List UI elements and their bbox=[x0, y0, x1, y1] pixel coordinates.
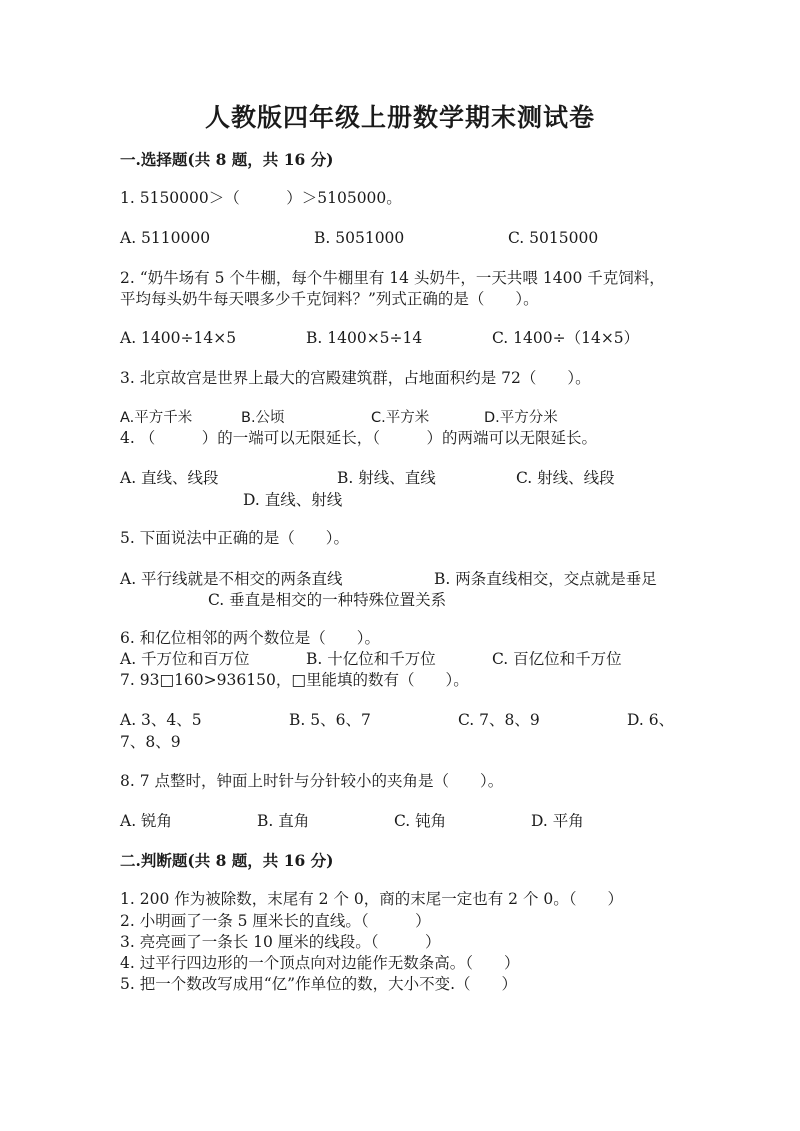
q4-option-b: B. 射线、直线 bbox=[337, 469, 436, 487]
q5-option-b: B. 两条直线相交，交点就是垂足 bbox=[434, 570, 657, 588]
q3-option-b: B.公顷 bbox=[241, 410, 285, 426]
q4-stem: 4. （ ）的一端可以无限延长，（ ）的两端可以无限延长。 bbox=[120, 429, 597, 447]
section-heading-choice: 一.选择题(共 8 题，共 16 分) bbox=[120, 150, 334, 169]
q8-option-d: D. 平角 bbox=[531, 812, 584, 830]
q2-option-a: A. 1400÷14×5 bbox=[120, 329, 237, 347]
q2-stem-line2: 平均每头奶牛每天喂多少千克饲料？”列式正确的是（ ）。 bbox=[120, 290, 539, 308]
q8-option-c: C. 钝角 bbox=[394, 812, 447, 830]
q7-option-b: B. 5、6、7 bbox=[289, 711, 371, 729]
judgment-item: 2. 小明画了一条 5 厘米长的直线。（ ） bbox=[120, 912, 431, 930]
q8-stem: 8. 7 点整时，钟面上时针与分针较小的夹角是（ ）。 bbox=[120, 772, 504, 790]
q7-option-d-continued: 7、8、9 bbox=[120, 733, 181, 751]
q1-stem: 1. 5150000＞（ ）＞5105000。 bbox=[120, 189, 402, 207]
judgment-item: 3. 亮亮画了一条长 10 厘米的线段。（ ） bbox=[120, 933, 441, 951]
q3-option-a: A.平方千米 bbox=[120, 410, 193, 426]
section-heading-judgment: 二.判断题(共 8 题，共 16 分) bbox=[120, 851, 334, 870]
q2-option-c: C. 1400÷（14×5） bbox=[492, 329, 640, 347]
q1-option-c: C. 5015000 bbox=[508, 229, 599, 247]
q3-option-d: D.平方分米 bbox=[484, 410, 558, 426]
q3-stem: 3. 北京故宫是世界上最大的宫殿建筑群，占地面积约是 72（ ）。 bbox=[120, 369, 591, 387]
q7-stem: 7. 93□160>936150，□里能填的数有（ ）。 bbox=[120, 671, 469, 689]
q7-option-d: D. 6、 bbox=[627, 711, 675, 729]
judgment-item: 1. 200 作为被除数，末尾有 2 个 0，商的末尾一定也有 2 个 0。（ ） bbox=[120, 890, 623, 908]
q1-option-b: B. 5051000 bbox=[314, 229, 405, 247]
q3-option-c: C.平方米 bbox=[371, 410, 430, 426]
q6-option-b: B. 十亿位和千万位 bbox=[306, 650, 436, 668]
q6-stem: 6. 和亿位相邻的两个数位是（ ）。 bbox=[120, 629, 380, 647]
q6-option-c: C. 百亿位和千万位 bbox=[492, 650, 622, 668]
q6-option-a: A. 千万位和百万位 bbox=[120, 650, 250, 668]
q8-option-b: B. 直角 bbox=[257, 812, 310, 830]
judgment-item: 4. 过平行四边形的一个顶点向对边能作无数条高。（ ） bbox=[120, 954, 520, 972]
q5-option-a: A. 平行线就是不相交的两条直线 bbox=[120, 570, 343, 588]
q8-option-a: A. 锐角 bbox=[120, 812, 173, 830]
q7-option-a: A. 3、4、5 bbox=[120, 711, 202, 729]
q4-option-c: C. 射线、线段 bbox=[516, 469, 615, 487]
page-title: 人教版四年级上册数学期末测试卷 bbox=[204, 103, 595, 132]
q4-option-d: D. 直线、射线 bbox=[243, 491, 343, 509]
q4-option-a: A. 直线、线段 bbox=[120, 469, 219, 487]
q5-option-c: C. 垂直是相交的一种特殊位置关系 bbox=[208, 591, 447, 609]
q1-option-a: A. 5110000 bbox=[120, 229, 211, 247]
q7-option-c: C. 7、8、9 bbox=[458, 711, 540, 729]
judgment-item: 5. 把一个数改写成用“亿”作单位的数，大小不变.（ ） bbox=[120, 975, 517, 993]
q2-stem-line1: 2. “奶牛场有 5 个牛棚，每个牛棚里有 14 头奶牛，一天共喂 1400 千克饲料， bbox=[120, 269, 665, 287]
q5-stem: 5. 下面说法中正确的是（ ）。 bbox=[120, 529, 349, 547]
q2-option-b: B. 1400×5÷14 bbox=[306, 329, 423, 347]
